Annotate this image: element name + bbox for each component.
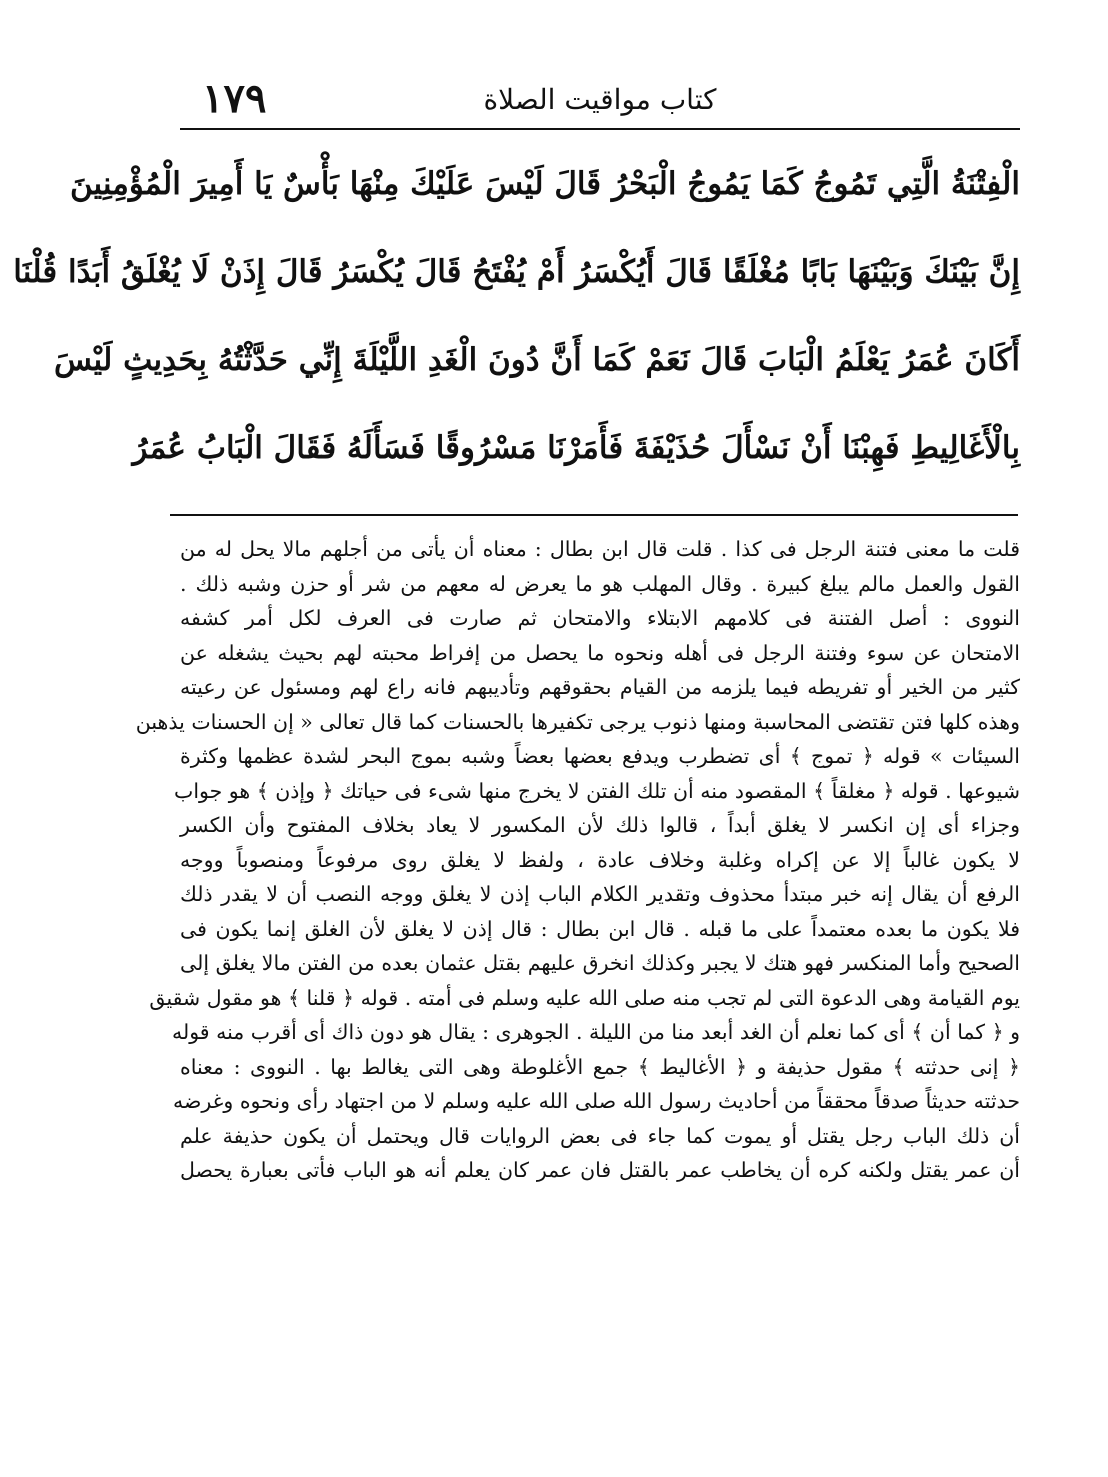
commentary-line: الصحيح وأما المنكسر فهو هتك لا يجبر وكذلك انخرق عليهم بقتل عثمان بعده من الفتن مالا يغلق إلى	[180, 951, 1020, 975]
hadith-line: الْفِتْنَةُ الَّتِي تَمُوجُ كَمَا يَمُوجُ الْبَحْرُ قَالَ لَيْسَ عَلَيْكَ مِنْهَا بَأْسٌ يَا أَمِيرَ الْمُؤْمِنِينَ	[69, 166, 1020, 202]
commentary-line: ﴿ إنى حدثته ﴾ مقول حذيفة و ﴿ الأغاليط ﴾ جمع الأغلوطة وهى التى يغالط بها . النووى : معناه	[180, 1054, 1020, 1079]
commentary-line: الامتحان عن سوء وفتنة الرجل فى أهله ونحوه ما يحصل من إفراط محبته لهم بحيث يشغله عن	[180, 640, 1020, 665]
page-number: ١٧٩	[202, 75, 267, 122]
commentary-line: أن ذلك الباب رجل يقتل أو يموت كما جاء فى بعض الروايات قال ويحتمل أن يكون حذيفة علم	[180, 1123, 1020, 1148]
commentary-line: وهذه كلها فتن تقتضى المحاسبة ومنها ذنوب يرجى تكفيرها بالحسنات كما قال تعالى « إن الحسنات يذهبن	[135, 709, 1020, 734]
section-divider	[170, 514, 1018, 516]
commentary-line: كثير من الخير أو تفريطه فيما يلزمه من القيام بحقوقهم وتأديبهم فانه راع لهم ومسئول عن رعيته	[180, 675, 1020, 699]
commentary-line: أن عمر يقتل ولكنه كره أن يخاطب عمر بالقتل فان عمر كان يعلم أنه هو الباب فأتى بعبارة يحصل	[180, 1158, 1020, 1182]
commentary-line: الرفع أن يقال إنه خبر مبتدأ محذوف وتقدير الكلام الباب إذن لا يغلق ووجه النصب أن لا يقدر ذلك	[180, 882, 1020, 906]
hadith-line: إِنَّ بَيْنَكَ وَبَيْنَهَا بَابًا مُغْلَقًا قَالَ أَيُكْسَرُ أَمْ يُفْتَحُ قَالَ يُكْسَرُ قَالَ إِذَنْ لَا يُغْلَقُ أَبَدًا قُلْنَا	[13, 254, 1020, 290]
hadith-text	[13, 140, 1020, 492]
commentary-line: وجزاء أى إن انكسر لا يغلق أبداً ، قالوا ذلك لأن المكسور لا يعاد بخلاف المفتوح وأن الكسر	[180, 813, 1020, 837]
commentary-line: السيئات » قوله ﴿ تموج ﴾ أى تضطرب ويدفع بعضها بعضاً وشبه بموج البحر لشدة عظمها وكثرة	[180, 744, 1020, 768]
commentary-line: حدثته حديثاً صدقاً محققاً من أحاديث رسول الله صلى الله عليه وسلم لا من اجتهاد رأى ونحوه وغرضه	[172, 1089, 1020, 1113]
commentary-line: قلت ما معنى فتنة الرجل فى كذا . قلت قال ابن بطال : معناه أن يأتى من أجلهم مالا يحل له من	[180, 537, 1020, 561]
commentary-line: القول والعمل مالم يبلغ كبيرة . وقال المهلب هو ما يعرض له معهم من شر أو حزن وشبه ذلك .	[180, 571, 1020, 596]
commentary-line: النووى : أصل الفتنة فى كلامهم الابتلاء والامتحان ثم صارت فى العرف لكل أمر كشفه	[180, 606, 1020, 630]
commentary-line: شيوعها . قوله ﴿ مغلقاً ﴾ المقصود منه أن تلك الفتن لا يخرج منها شىء فى حياتك ﴿ وإذن ﴾ هو جواب	[174, 778, 1020, 803]
commentary-line: يوم القيامة وهى الدعوة التى لم تجب منه صلى الله عليه وسلم فى أمته . قوله ﴿ قلنا ﴾ هو مقول شقيق	[149, 985, 1020, 1010]
hadith-line: بِالْأَغَالِيطِ فَهِبْنَا أَنْ نَسْأَلَ حُذَيْفَةَ فَأَمَرْنَا مَسْرُوقًا فَسَأَلَهُ فَقَالَ الْبَابُ عُمَرُ	[132, 430, 1020, 466]
commentary-line: فلا يكون ما بعده معتمداً على ما قبله . قال ابن بطال : قال إذن لا يغلق لأن الغلق إنما يكون فى	[180, 916, 1020, 941]
page-header	[180, 70, 1020, 130]
hadith-line: أَكَانَ عُمَرُ يَعْلَمُ الْبَابَ قَالَ نَعَمْ كَمَا أَنَّ دُونَ الْغَدِ اللَّيْلَةَ إِنِّي حَدَّثْتُهُ بِحَدِيثٍ لَيْسَ	[53, 342, 1020, 378]
commentary-line: و ﴿ كما أن ﴾ أى كما نعلم أن الغد أبعد منا من الليلة . الجوهرى : يقال هو دون ذاك أى أقرب منه قوله	[171, 1020, 1020, 1044]
commentary-text	[135, 532, 1020, 1188]
commentary-line: لا يكون غالباً إلا عن إكراه وغلبة وخلاف عادة ، ولفظ لا يغلق روى مرفوعاً ومنصوباً ووجه	[180, 847, 1020, 872]
running-title: كتاب مواقيت الصلاة	[483, 83, 717, 116]
